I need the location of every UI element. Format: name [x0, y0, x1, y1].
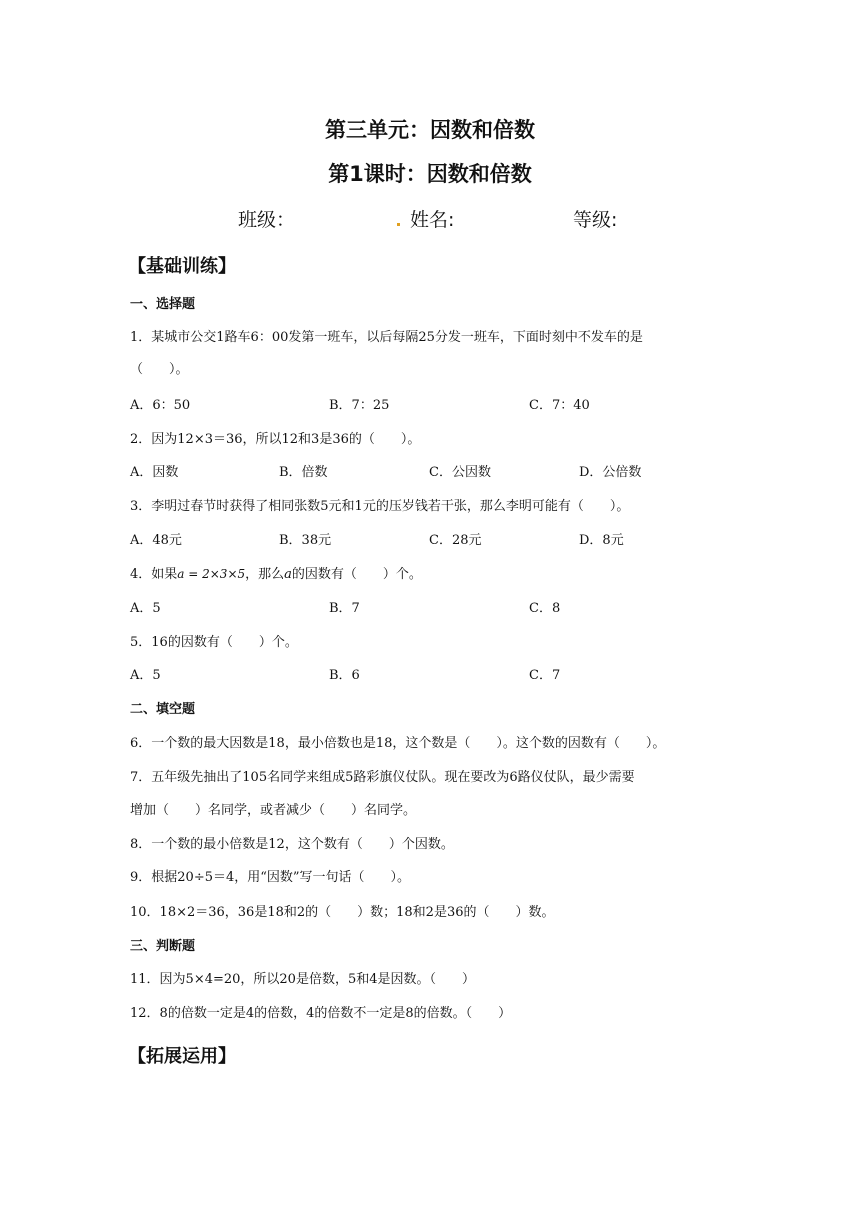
q3-option-d: D．8元 — [579, 533, 624, 548]
question-1: 1．某城市公交1路车6：00发第一班车，以后每隔25分发一班车，下面时刻中不发车的是 — [130, 330, 643, 345]
q2-option-b: B．倍数 — [279, 465, 328, 480]
q1-option-c: C．7：40 — [529, 398, 590, 413]
page-title: 第三单元：因数和倍数 — [325, 118, 535, 142]
q4-prefix: 4．如果 — [130, 567, 178, 582]
question-7-cont: 增加（ ）名同学，或者减少（ ）名同学。 — [130, 803, 417, 818]
name-label: 姓名: — [410, 209, 455, 231]
question-2: 2．因为12×3＝36，所以12和3是36的（ ）。 — [130, 432, 421, 447]
q3-option-a: A．48元 — [130, 533, 182, 548]
q4-option-b: B．7 — [329, 601, 360, 616]
q4-suffix: 的因数有（ ）个。 — [291, 567, 422, 582]
question-5: 5．16的因数有（ ）个。 — [130, 635, 298, 650]
mark-dot — [397, 223, 400, 226]
question-1-blank: （ ）。 — [130, 362, 189, 377]
part-heading-choice: 一、选择题 — [130, 297, 196, 312]
question-11: 11．因为5×4=20，所以20是倍数，5和4是因数。（ ） — [130, 972, 475, 987]
part-heading-judge: 三、判断题 — [130, 939, 196, 954]
grade-label: 等级: — [573, 209, 618, 231]
q2-option-d: D．公倍数 — [579, 465, 642, 480]
question-9: 9．根据20÷5＝4，用“因数”写一句话（ ）。 — [130, 870, 411, 885]
question-10: 10．18×2＝36，36是18和2的（ ）数；18和2是36的（ ）数。 — [130, 905, 555, 920]
q4-variable: a — [284, 567, 292, 582]
q1-option-a: A．6：50 — [130, 398, 191, 413]
question-6: 6．一个数的最大因数是18，最小倍数也是18，这个数是（ ）。这个数的因数有（ ）。 — [130, 736, 666, 751]
question-7: 7．五年级先抽出了105名同学来组成5路彩旗仪仗队。现在要改为6路仪仗队，最少需要 — [130, 770, 635, 785]
q5-option-c: C．7 — [529, 668, 561, 683]
question-4 — [130, 563, 422, 582]
q4-option-c: C．8 — [529, 601, 561, 616]
q3-option-c: C．28元 — [429, 533, 482, 548]
q1-option-b: B．7：25 — [329, 398, 390, 413]
class-label: 班级： — [238, 209, 296, 231]
question-3: 3．李明过春节时获得了相同张数5元和1元的压岁钱若干张，那么李明可能有（ ）。 — [130, 499, 630, 514]
q5-option-a: A．5 — [130, 668, 161, 683]
part-heading-fill: 二、填空题 — [130, 702, 196, 717]
q3-option-b: B．38元 — [279, 533, 332, 548]
q4-mid: ，那么 — [245, 567, 285, 582]
section-heading-extension: 【拓展运用】 — [128, 1046, 236, 1067]
q4-formula: a = 2×3×5 — [177, 567, 246, 581]
q5-option-b: B．6 — [329, 668, 360, 683]
q4-option-a: A．5 — [130, 601, 161, 616]
question-12: 12．8的倍数一定是4的倍数，4的倍数不一定是8的倍数。（ ） — [130, 1006, 512, 1021]
lesson-subtitle: 第1课时：因数和倍数 — [328, 162, 532, 186]
question-8: 8．一个数的最小倍数是12，这个数有（ ）个因数。 — [130, 837, 454, 852]
q2-option-a: A．因数 — [130, 465, 179, 480]
section-heading-basic: 【基础训练】 — [128, 256, 236, 277]
q2-option-c: C．公因数 — [429, 465, 491, 480]
